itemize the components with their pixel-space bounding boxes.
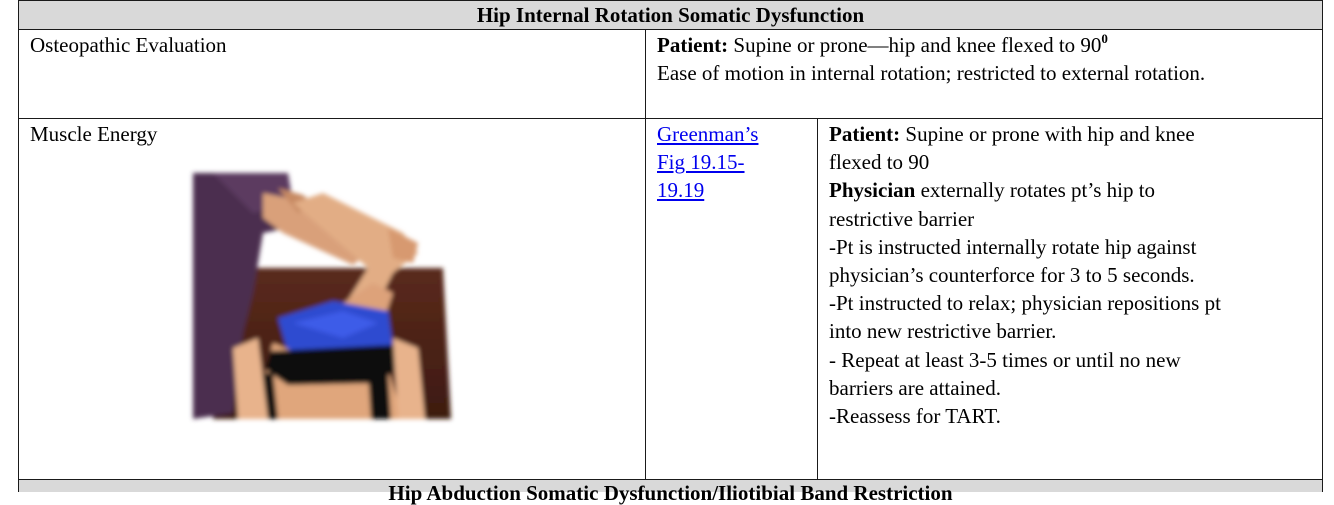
procedure-line: -Reassess for TART. — [829, 404, 1001, 429]
row-divider — [18, 118, 1323, 119]
procedure-line: into new restrictive barrier. — [829, 319, 1057, 344]
column-divider-1 — [645, 29, 646, 480]
bottom-divider — [18, 479, 1323, 480]
table-border-right — [1322, 0, 1323, 492]
procedure-line: barriers are attained. — [829, 375, 1001, 400]
evaluation-label: Osteopathic Evaluation — [30, 33, 227, 57]
physician-text: externally rotates pt’s hip to — [915, 178, 1156, 203]
procedure-line: -Pt instructed to relax; physician repositions pt — [829, 291, 1221, 316]
evaluation-description — [657, 31, 1317, 87]
table-title: Hip Internal Rotation Somatic Dysfunction — [476, 3, 865, 27]
patient-position-text: Supine or prone—hip and knee flexed to 90 — [728, 33, 1102, 57]
evaluation-ease-line: Ease of motion in internal rotation; restricted to external rotation. — [657, 61, 1206, 86]
header-divider — [18, 29, 1323, 30]
degree-superscript: 0 — [1101, 31, 1108, 46]
muscle-energy-procedure — [829, 120, 1317, 430]
hip-internal-rotation-photo — [193, 173, 451, 419]
procedure-line — [829, 176, 1317, 204]
reference-cell — [657, 120, 812, 205]
procedure-line — [829, 120, 1317, 148]
table-border-left — [18, 0, 19, 492]
muscle-energy-label: Muscle Energy — [30, 122, 158, 146]
procedure-line: physician’s counterforce for 3 to 5 seconds. — [829, 263, 1195, 288]
evaluation-patient-line — [657, 31, 1317, 59]
reference-link-line[interactable]: Fig 19.15- — [657, 150, 745, 175]
table-border-top — [18, 0, 1323, 1]
column-divider-2 — [817, 118, 818, 480]
procedure-line: - Repeat at least 3-5 times or until no new — [829, 347, 1181, 372]
procedure-line: restrictive barrier — [829, 206, 975, 231]
patient-label: Patient: — [829, 122, 901, 146]
next-section-header-band — [19, 480, 1322, 505]
patient-label: Patient: — [657, 33, 729, 57]
reference-link-line[interactable]: 19.19 — [657, 178, 705, 203]
next-section-title: Hip Abduction Somatic Dysfunction/Iliotibial Band Restriction — [388, 481, 953, 505]
physician-label: Physician — [829, 178, 916, 203]
procedure-line: flexed to 90 — [829, 150, 930, 175]
patient-text: Supine or prone with hip and knee — [900, 122, 1195, 146]
reference-link-line[interactable]: Greenman’s — [657, 122, 759, 146]
greenman-reference-link[interactable] — [657, 120, 812, 205]
procedure-line: -Pt is instructed internally rotate hip against — [829, 234, 1197, 259]
